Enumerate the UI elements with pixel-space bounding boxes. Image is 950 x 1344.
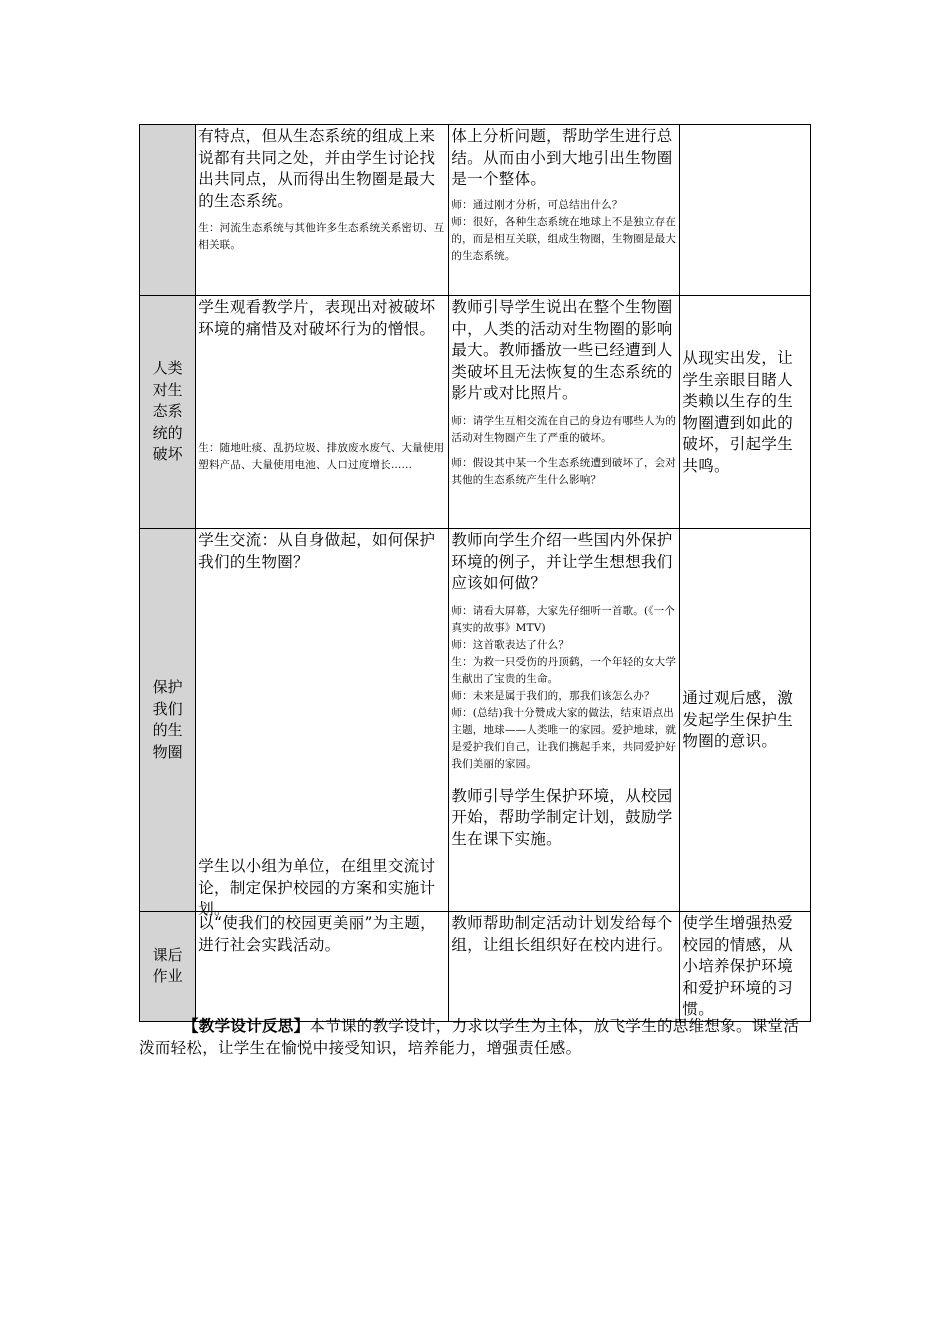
teacher-note: 师：假设其中某一个生态系统遭到破坏了，会对其他的生态系统产生什么影响？ — [451, 456, 677, 486]
stage-cell — [140, 529, 196, 912]
teacher-activity-cell — [449, 296, 680, 529]
teacher-note: 师：请学生互相交流在自己的身边有哪些人为的活动对生物圈产生了严重的破坏。 — [451, 414, 677, 444]
reflection-heading: 【教学设计反思】 — [183, 1016, 310, 1035]
stage-cell — [140, 125, 196, 296]
teacher-activity-text: 教师引导学生说出在整个生物圈中，人类的活动对生物圈的影响最大。教师播放一些已经遭到人类破坏且无法恢复的生态系统的影片或对比照片。 — [451, 298, 673, 402]
teacher-note: 师：请看大屏幕，大家先仔细听一首歌。(《一个真实的故事》MTV) 师：这首歌表达了什么？ 生：为救一只受伤的丹顶鹤，一个年轻的女大学生献出了宝贵的生命。 师：未来是属于我们的，那我们该怎么办？ 师：(总结)我十分赞成大家的做法，结束语点出主题，地球——人类唯一的家园。爱护地球，就是爱护我们自己，让我们携起手来，共同爱护好我们美丽的家园。 — [451, 604, 677, 770]
lesson-plan-table — [139, 124, 811, 1022]
student-activity-cell — [196, 125, 449, 296]
reflection-body: 本节课的教学设计，力求以学生为主体，放飞学生的思维想象。课堂活泼而轻松，让学生在愉悦中接受知识，培养能力，增强责任感。 — [139, 1017, 800, 1057]
student-activity-cell — [196, 912, 449, 1022]
design-purpose-cell — [680, 296, 811, 529]
student-activity-text: 学生以小组为单位，在组里交流讨论，制定保护校园的方案和实施计划。 — [198, 857, 436, 918]
table-row — [140, 912, 811, 1022]
student-activity-cell — [196, 296, 449, 529]
student-note: 生：河流生态系统与其他许多生态系统关系密切、互相关联。 — [198, 222, 445, 251]
table-row — [140, 296, 811, 529]
stage-cell — [140, 296, 196, 529]
design-purpose-cell — [680, 912, 811, 1022]
student-activity-text: 有特点，但从生态系统的组成上来说都有共同之处，并由学生讨论找出共同点，从而得出生物圈是最大的生态系统。 — [198, 127, 436, 210]
teacher-activity-cell — [449, 125, 680, 296]
stage-label: 人类对生态系统的破坏 — [152, 359, 183, 464]
teacher-activity-text: 体上分析问题，帮助学生进行总结。从而由小到大地引出生物圈是一个整体。 — [451, 127, 673, 188]
table-row — [140, 125, 811, 296]
student-activity-cell — [196, 529, 449, 918]
design-purpose-cell — [680, 529, 811, 912]
student-activity-text: 以“使我们的校园更美丽”为主题，进行社会实践活动。 — [198, 914, 436, 954]
teacher-activity-text: 教师引导学生保护环境，从校园开始，帮助学制定计划，鼓励学生在课下实施。 — [451, 786, 673, 848]
teacher-note: 师：通过刚才分析，可总结出什么？ 师：很好，各种生态系统在地球上不是独立存在的，而是相互关联，组成生物圈，生物圈是最大的生态系统。 — [451, 198, 677, 262]
design-reflection-paragraph — [139, 1015, 811, 1059]
design-purpose-text: 通过观后感，激发起学生保护生物圈的意识。 — [682, 689, 794, 751]
teacher-activity-cell — [449, 529, 680, 912]
design-purpose-text — [680, 125, 810, 126]
stage-label: 课后作业 — [152, 945, 183, 986]
stage-label: 保护我们的生物圈 — [152, 678, 183, 761]
teacher-activity-text: 教师向学生介绍一些国内外保护环境的例子，并让学生想想我们应该如何做？ — [451, 531, 673, 592]
teacher-activity-text: 教师帮助制定活动计划发给每个组，让组长组织好在校内进行。 — [451, 914, 673, 954]
design-purpose-text: 从现实出发，让学生亲眼目睹人类赖以生存的生物圈遭到如此的破坏，引起学生共鸣。 — [682, 349, 794, 475]
table-row — [140, 529, 811, 912]
stage-cell — [140, 912, 196, 1022]
student-activity-text: 学生交流：从自身做起，如何保护我们的生物圈？ — [198, 531, 436, 571]
teacher-activity-cell — [449, 912, 680, 1022]
design-purpose-text: 使学生增强热爱校园的情感，从小培养保护环境和爱护环境的习惯。 — [682, 914, 794, 1018]
design-purpose-cell — [680, 125, 811, 296]
student-activity-text: 学生观看教学片，表现出对被破坏环境的痛惜及对破坏行为的憎恨。 — [198, 298, 436, 338]
student-note: 生：随地吐痰、乱扔垃圾、排放废水废气、大量使用塑料产品、大量使用电池、人口过度增长…… — [198, 442, 445, 471]
